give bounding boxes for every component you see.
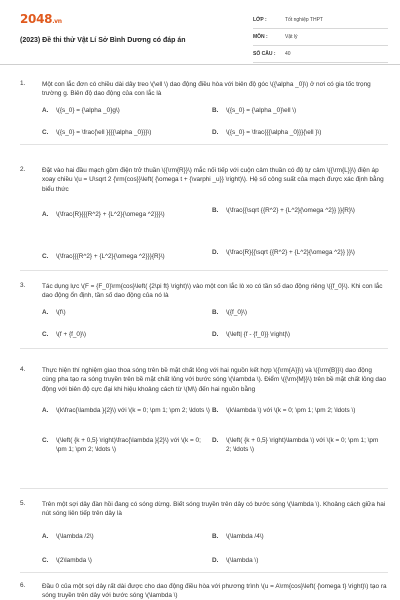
meta-row-subject	[253, 29, 388, 46]
question-number: 6.	[20, 582, 26, 589]
exam-meta	[253, 12, 388, 63]
question-text: Đầu 0 của một sợi dây rất dài được cho dao động điều hòa với phương trình \(u = A\rm{cos}\left( {\omega t} \right)\) tạo ra sóng truyền trên dây với bước sóng \(\lambda \)	[42, 583, 387, 600]
question-text: Trên một sợi dây đàn hồi đang có sóng dừng. Biết sóng truyền trên dây có bước sóng \(\lambda \). Khoảng cách giữa hai nút sóng liên tiếp trên dây là	[42, 501, 386, 518]
option-text: \(\frac{{\sqrt {{R^2} + {L^2}{\omega ^2}} }}{R}\)	[226, 207, 355, 214]
option-text: \({f_0}\)	[226, 309, 247, 316]
option-letter: C.	[42, 437, 49, 444]
option-letter: B.	[212, 407, 219, 414]
question-number: 5.	[20, 500, 26, 507]
meta-key: LỚP :	[253, 17, 267, 23]
option-letter: C.	[42, 129, 49, 136]
option-text: \(\left| {f - {f_0}} \right|\)	[226, 331, 291, 338]
meta-row-count	[253, 46, 388, 63]
logo-suffix: .vn	[52, 18, 62, 25]
meta-value: 40	[285, 51, 291, 57]
option-letter: D.	[212, 557, 219, 564]
option-text: \(\frac{R}{{\sqrt {{R^2} + {L^2}{\omega ^2}} }}\)	[226, 249, 355, 256]
option-letter: B.	[212, 107, 219, 114]
question-text: Một con lắc đơn có chiều dài dây treo \(\ell \) dao động điều hòa với biên độ góc \({\alpha _0}\) ở nơi có gia tốc trọng trường g. Biên độ dao động của con lắc là	[42, 81, 371, 98]
option-letter: D.	[212, 249, 219, 256]
option-letter: D.	[212, 437, 219, 444]
option-letter: C.	[42, 253, 49, 260]
question-text: Đặt vào hai đầu mạch gồm điện trở thuần \({\rm{R}}\) mắc nối tiếp với cuộn cảm thuần có độ tự cảm \({\rm{L}}\) điện áp xoay chiều \(u = U\sqrt 2 {\rm{cos}}\left( {\omega t + {\varphi _u}} \right)\). Hệ số công suất của mạch được xác định bằng biểu thức	[42, 167, 384, 193]
option-text: \(2\lambda \)	[56, 557, 92, 564]
option-text: \(\frac{{{R^2} + {L^2}{\omega ^2}}}{R}\)	[56, 253, 165, 260]
option-letter: A.	[42, 107, 49, 114]
option-letter: C.	[42, 557, 49, 564]
option-text: \(\lambda /4\)	[226, 533, 264, 540]
option-letter: A.	[42, 407, 49, 414]
question-6	[0, 582, 400, 600]
option-letter: D.	[212, 331, 219, 338]
option-text: \(f + {f_0}\)	[56, 331, 87, 338]
question-text: Thực hiện thí nghiệm giao thoa sóng trên bề mặt chất lỏng với hai nguồn kết hợp \({\rm{A}}\) và \({\rm{B}}\) dao động cùng pha tạo ra sóng truyền trên bề mặt chất lỏng với bước sóng \(\lambda \). Điểm \({\rm{M}}\) trên bề mặt chất lỏng dao động với biên độ cực đại khi hiệu khoảng cách từ \(M\) đến hai nguồn bằng	[42, 367, 387, 393]
question-number: 3.	[20, 282, 26, 289]
logo-text: 2048	[20, 12, 53, 26]
meta-row-class	[253, 12, 388, 29]
option-text: \(\lambda /2\)	[56, 533, 94, 540]
meta-key: MÔN :	[253, 34, 268, 40]
option-text: \(k\frac{\lambda }{2}\) với \(k = 0; \pm 1; \pm 2; \ldots \)	[56, 407, 210, 414]
question-number: 4.	[20, 366, 26, 373]
option-letter: C.	[42, 331, 49, 338]
meta-value: Vật lý	[285, 34, 298, 40]
question-number: 2.	[20, 166, 26, 173]
option-text: \(\frac{R}{{{R^2} + {L^2}{\omega ^2}}}\)	[56, 211, 165, 218]
option-text: \(f\)	[56, 309, 66, 316]
document-title: (2023) Đề thi thử Vật Lí Sở Bình Dương có đáp án	[20, 37, 186, 44]
option-letter: A.	[42, 533, 49, 540]
question-divider	[20, 270, 388, 271]
question-number: 1.	[20, 80, 26, 87]
option-letter: A.	[42, 309, 49, 316]
question-divider	[20, 348, 388, 349]
meta-key: SỐ CÂU :	[253, 51, 276, 57]
option-letter: B.	[212, 309, 219, 316]
option-letter: B.	[212, 533, 219, 540]
meta-value: Tốt nghiệp THPT	[285, 17, 323, 23]
question-divider	[20, 144, 388, 145]
option-text: \({s_0} = \frac{\ell }{{{\alpha _0}}}\)	[56, 129, 152, 136]
question-text: Tác dụng lực \(F = {F_0}\rm{cos}\left( {2\pi ft} \right)\) vào một con lắc lò xo có tần số dao động riêng \({f_0}\). Khi con lắc dao động ổn định, tần số dao động của nó là	[42, 283, 383, 300]
site-logo[interactable]	[20, 12, 62, 26]
option-letter: A.	[42, 211, 49, 218]
option-text: \({s_0} = {\alpha _0}g\)	[56, 107, 120, 114]
option-text: \(\lambda \)	[226, 557, 259, 564]
option-letter: D.	[212, 129, 219, 136]
option-text: \(\left( {k + 0,5} \right)\lambda \) với \(k = 0; \pm 1; \pm 2; \ldots \)	[226, 437, 379, 454]
option-text: \({s_0} = {\alpha _0}\ell \)	[226, 107, 297, 114]
page-header	[0, 0, 400, 65]
option-text: \(k\lambda \) với \(k = 0; \pm 1; \pm 2; \ldots \)	[226, 407, 356, 414]
option-text: \(\left( {k + 0,5} \right)\frac{\lambda }{2}\) với \(k = 0; \pm 1; \pm 2; \ldots \)	[56, 437, 201, 454]
question-divider	[20, 488, 388, 489]
question-divider	[20, 572, 388, 573]
option-text: \({s_0} = \frac{{{\alpha _0}}}{\ell }\)	[226, 129, 322, 136]
option-letter: B.	[212, 207, 219, 214]
